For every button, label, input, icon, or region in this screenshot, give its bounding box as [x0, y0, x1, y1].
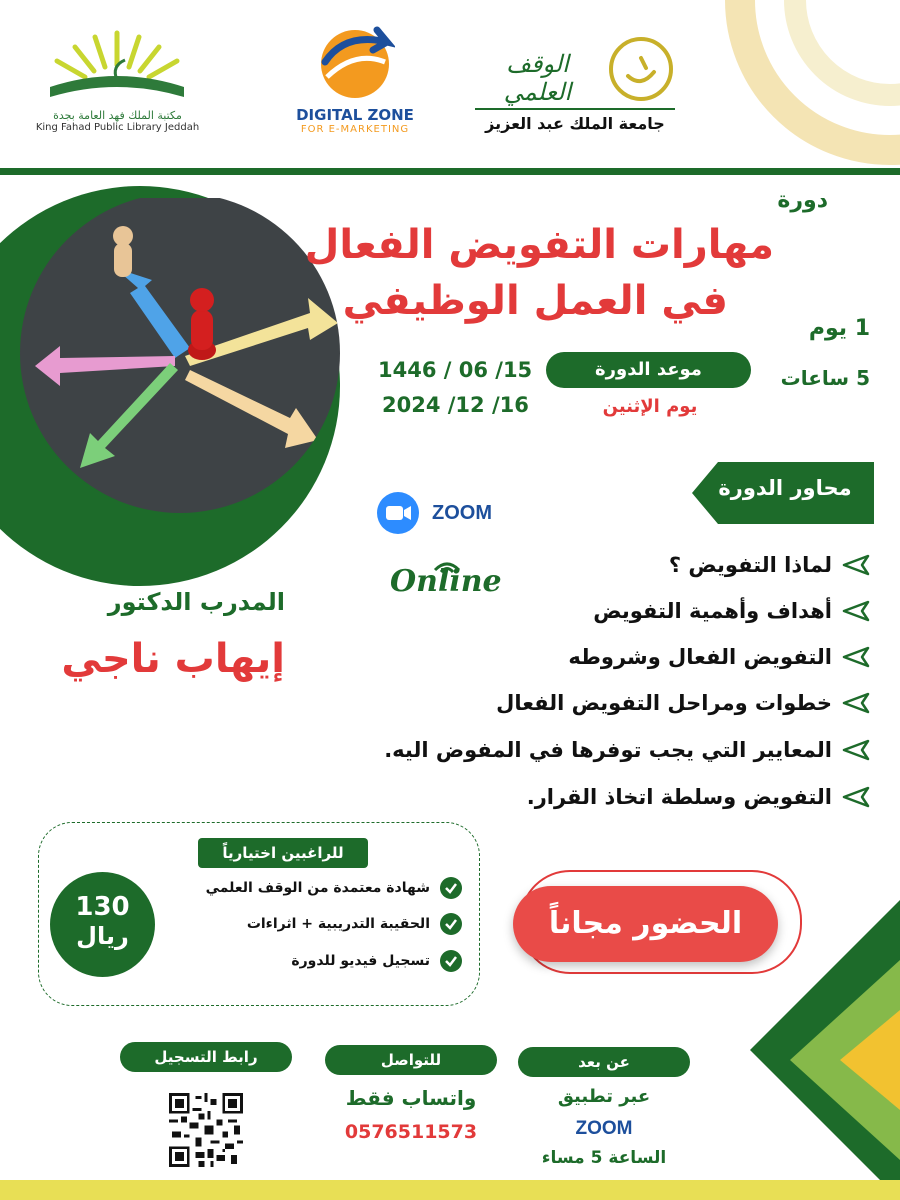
topic-text: أهداف وأهمية التفويض [593, 599, 832, 623]
library-emblem-icon [30, 25, 205, 105]
schedule-weekday: يوم الإثنين [602, 396, 698, 417]
remote-line3: الساعة 5 مساء [541, 1148, 667, 1168]
topic-item [593, 598, 872, 624]
remote-pill: عن بعد [518, 1047, 690, 1077]
topic-item [568, 644, 872, 670]
remote-line1: عبر تطبيق [557, 1086, 651, 1107]
check-icon [440, 913, 462, 935]
duration-hours: 5 ساعات [780, 366, 870, 390]
topics-heading: محاور الدورة [718, 476, 852, 500]
register-pill: رابط التسجيل [120, 1042, 292, 1072]
trainer-name: إيهاب ناجي [61, 636, 285, 682]
optional-item [291, 950, 462, 972]
optional-heading: للراغبين اختيارياً [198, 838, 368, 868]
waqf-name: الوقف العلمي [503, 50, 572, 106]
optional-item [247, 913, 462, 935]
zoom-label: ZOOM [432, 501, 492, 524]
optional-text: تسجيل فيديو للدورة [291, 953, 430, 969]
digital-zone-title: DIGITAL ZONE [296, 106, 414, 124]
trainer-title: المدرب الدكتور [107, 588, 285, 616]
topic-text: التفويض الفعال وشروطه [568, 645, 832, 669]
check-icon [440, 950, 462, 972]
price-currency: ريال [76, 922, 129, 950]
arrow-bullet-icon [838, 644, 872, 670]
schedule-pill: موعد الدورة [546, 352, 751, 388]
contact-pill: للتواصل [325, 1045, 497, 1075]
topic-item [384, 737, 872, 763]
topic-text: التفويض وسلطة اتخاذ القرار. [526, 785, 832, 809]
check-icon [440, 877, 462, 899]
contact-line1: واتساب فقط [345, 1086, 477, 1110]
arrow-bullet-icon [838, 690, 872, 716]
topic-text: لماذا التفويض ؟ [668, 553, 832, 577]
free-attendance-badge: الحضور مجاناً [513, 886, 778, 962]
digital-zone-emblem-icon [315, 22, 395, 102]
register-qr-code[interactable] [168, 1093, 244, 1167]
footer-bar [0, 1180, 900, 1200]
price-amount: 130 [75, 892, 130, 922]
date-hijri: 1446 / 06 /15 [378, 358, 533, 382]
online-badge [390, 556, 500, 606]
price-circle [50, 872, 155, 977]
library-name-en: King Fahad Public Library Jeddah [35, 122, 200, 133]
arrow-bullet-icon [838, 598, 872, 624]
topic-text: المعايير التي يجب توفرها في المفوض اليه. [384, 738, 832, 762]
topic-text: خطوات ومراحل التفويض الفعال [496, 691, 832, 715]
arrow-bullet-icon [838, 784, 872, 810]
header-divider [0, 168, 900, 175]
arrow-bullet-icon [838, 737, 872, 763]
university-name: جامعة الملك عبد العزيز [485, 114, 665, 133]
topic-item [669, 552, 872, 578]
arrow-bullet-icon [838, 552, 872, 578]
zoom-icon [376, 491, 420, 535]
date-gregorian: 2024 /12 /16 [382, 393, 529, 417]
digital-zone-subtitle: FOR E-MARKETING [300, 124, 410, 135]
course-title-line2: في العمل الوظيفي [342, 278, 728, 324]
waqf-divider [475, 108, 675, 110]
waqf-emblem-icon [608, 36, 674, 102]
zoom-badge [376, 491, 492, 535]
course-photo [0, 198, 345, 516]
library-name-ar: مكتبة الملك فهد العامة بجدة [53, 109, 182, 122]
library-logo [30, 25, 205, 150]
topic-item [496, 690, 872, 716]
online-label: Online [390, 564, 502, 599]
course-title-line1: مهارات التفويض الفعال [304, 222, 774, 268]
contact-phone[interactable]: 0576511573 [344, 1121, 478, 1143]
optional-text: الحقيبة التدريبية + اثراءات [246, 916, 430, 932]
optional-item [206, 877, 462, 899]
digital-zone-logo [285, 22, 425, 147]
duration-days: 1 يوم [808, 316, 870, 341]
waqf-logo [470, 30, 680, 145]
topic-item [527, 784, 872, 810]
course-label: دورة [777, 188, 828, 213]
optional-text: شهادة معتمدة من الوقف العلمي [205, 880, 430, 896]
remote-line2: ZOOM [575, 1118, 633, 1139]
